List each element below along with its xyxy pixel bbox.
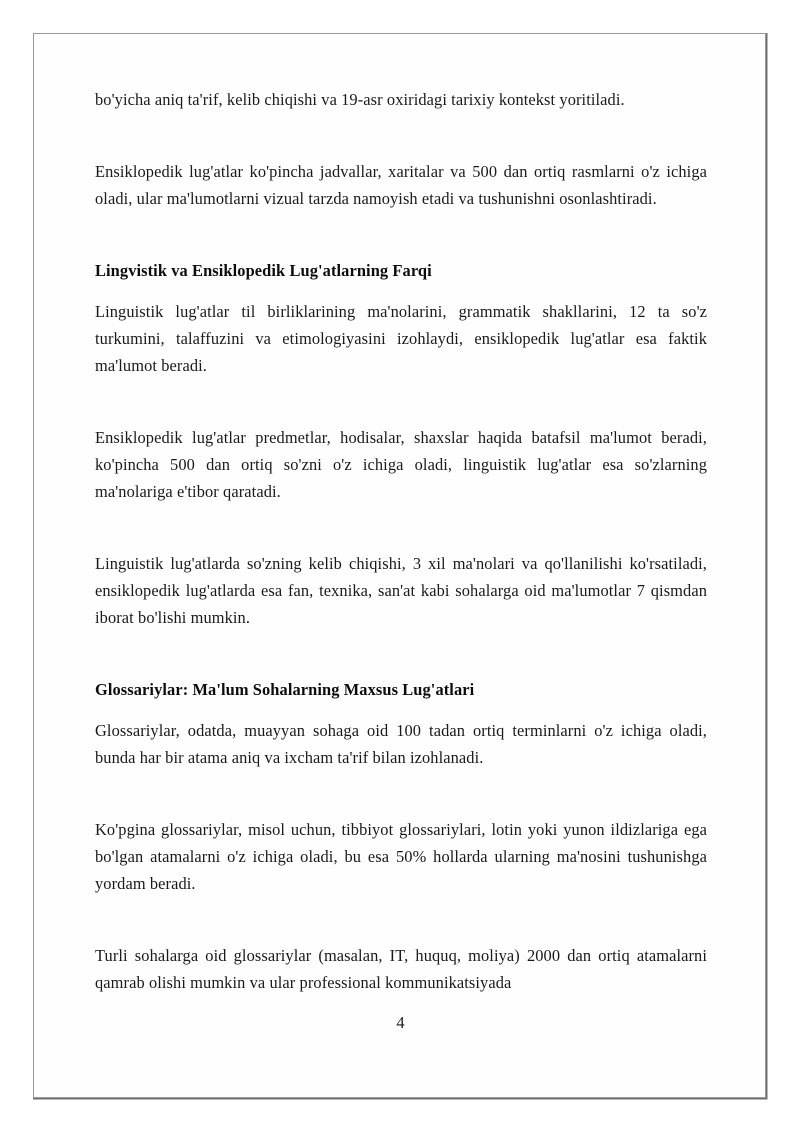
paragraph-spacer <box>95 631 707 676</box>
section-heading-glossaries: Glossariylar: Ma'lum Sohalarning Maxsus Lug'atlari <box>95 680 475 699</box>
paragraph-spacer <box>95 113 707 158</box>
section-heading-linguistic-encyclopedic-difference: Lingvistik va Ensiklopedik Lug'atlarning Farqi <box>95 261 432 280</box>
paragraph-word-origin-meanings: Linguistik lug'atlarda so'zning kelib chiqishi, 3 xil ma'nolari va qo'llanilishi ko'rsatiladi, ensiklopedik lug'atlarda esa fan, texnika, san'at kabi sohalarga oid ma'lumotlar 7 qismdan iborat bo'lishi mumkin. <box>95 554 707 627</box>
paragraph-spacer <box>95 771 707 816</box>
paragraph-continuation: bo'yicha aniq ta'rif, kelib chiqishi va 19-asr oxiridagi tarixiy kontekst yoritiladi. <box>95 90 625 109</box>
paragraph-field-glossaries: Turli sohalarga oid glossariylar (masalan, IT, huquq, moliya) 2000 dan ortiq atamalarni qamrab olishi mumkin va ular professional kommunikatsiyada <box>95 946 707 992</box>
paragraph-encyclopedic-illustrations: Ensiklopedik lug'atlar ko'pincha jadvallar, xaritalar va 500 dan ortiq rasmlarni o'z ichiga oladi, ular ma'lumotlarni vizual tarzda namoyish etadi va tushunishni osonlashtiradi. <box>95 162 707 208</box>
heading-spacer <box>95 284 707 298</box>
heading-spacer <box>95 703 707 717</box>
paragraph-spacer <box>95 212 707 257</box>
paragraph-glossary-terms: Glossariylar, odatda, muayyan sohaga oid 100 tadan ortiq terminlarni o'z ichiga oladi, bunda har bir atama aniq va ixcham ta'rif bilan izohlanadi. <box>95 721 707 767</box>
document-page <box>33 33 766 1098</box>
paragraph-encyclopedic-details: Ensiklopedik lug'atlar predmetlar, hodisalar, shaxslar haqida batafsil ma'lumot beradi, ko'pincha 500 dan ortiq so'zni o'z ichiga oladi, linguistik lug'atlar esa so'zlarning ma'nolariga e'tibor qaratadi. <box>95 428 707 501</box>
paragraph-spacer <box>95 505 707 550</box>
paragraph-linguistic-dictionaries: Linguistik lug'atlar til birliklarining ma'nolarini, grammatik shakllarini, 12 ta so'z turkumini, talaffuzini va etimologiyasini izohlaydi, ensiklopedik lug'atlar esa faktik ma'lumot beradi. <box>95 302 707 375</box>
page-text-column <box>95 86 707 996</box>
paragraph-spacer <box>95 897 707 942</box>
paragraph-spacer <box>95 379 707 424</box>
page-number: 4 <box>396 1013 405 1032</box>
paragraph-medical-glossaries: Ko'pgina glossariylar, misol uchun, tibbiyot glossariylari, lotin yoki yunon ildizlariga ega bo'lgan atamalarni o'z ichiga oladi, bu esa 50% hollarda ularning ma'nosini tushunishga yordam beradi. <box>95 820 707 893</box>
